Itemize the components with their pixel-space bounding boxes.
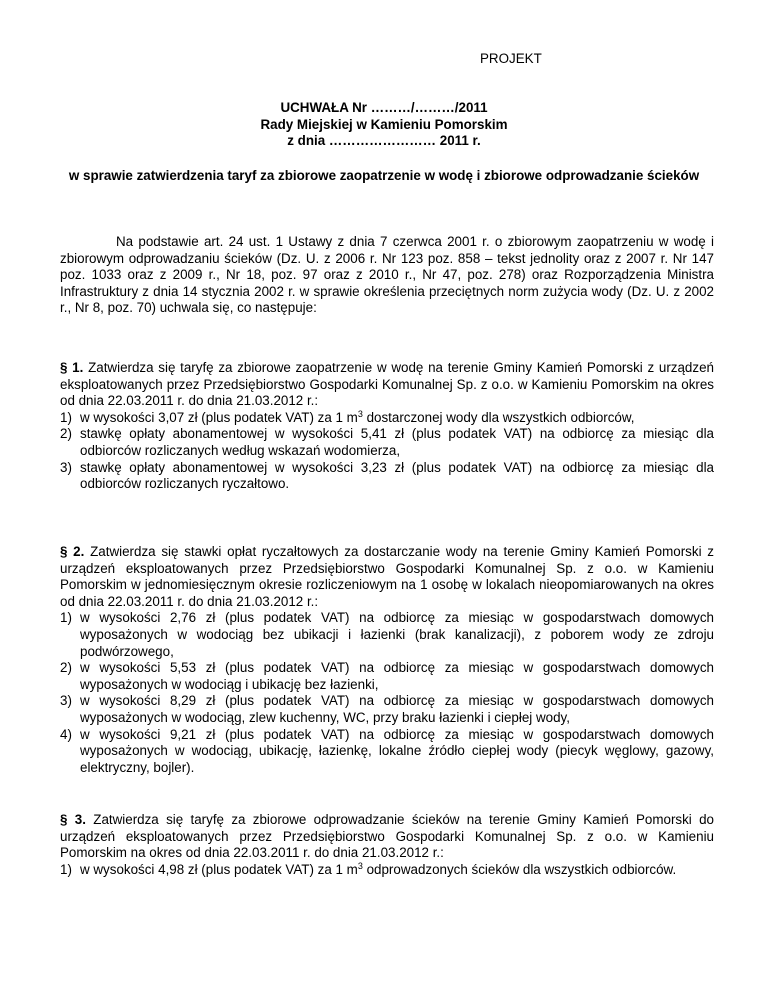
resolution-title (0, 100, 768, 150)
section-2 (60, 544, 714, 776)
legal-basis-paragraph: Na podstawie art. 24 ust. 1 Ustawy z dnia 7 czerwca 2001 r. o zbiorowym zaopatrzeniu w wodę i zbiorowym odprowadzaniu ścieków (Dz. U. z 2006 r. Nr 123 poz. 858 – tekst jednolity oraz z 2007 r. Nr 147 poz. 1033 oraz z 2009 r., Nr 18, poz. 97 oraz z 2010 r., Nr 47, poz. 278) oraz Rozporządzenia Ministra Infrastruktury z dnia 14 stycznia 2002 r. w sprawie określenia przeciętnych norm zużycia wody (Dz. U. z 2002 r., Nr 8, poz. 70) uchwala się, co następuje: (60, 234, 714, 316)
list-item: 1) w wysokości 2,76 zł (plus podatek VAT) na odbiorcę za miesiąc w gospodarstwach domowych wyposażonych w wodociąg bez ubikacji i łazienki (brak kanalizacji), z poborem wody ze zdroju podwórzowego, (60, 610, 714, 659)
list-item: 4) w wysokości 9,21 zł (plus podatek VAT) na odbiorcę za miesiąc w gospodarstwach domowych wyposażonych w wodociąg, ubikację, łazienkę, lokalne źródło ciepłej wody (piecyk węglowy, gazowy, elektryczny, bojler). (60, 726, 714, 775)
section-1-list (60, 410, 714, 493)
list-item: 3) stawkę opłaty abonamentowej w wysokości 3,23 zł (plus podatek VAT) na odbiorcę za miesiąc dla odbiorców rozliczanych ryczałtowo. (60, 459, 714, 492)
section-1 (60, 360, 714, 493)
section-1-sign: § 1. (60, 360, 84, 375)
list-item: 3) w wysokości 8,29 zł (plus podatek VAT) na odbiorcę za miesiąc w gospodarstwach domowych wyposażonych w wodociąg, zlew kuchenny, WC, przy braku łazienki i ciepłej wody, (60, 693, 714, 725)
section-3 (60, 812, 714, 878)
list-item: 2) w wysokości 5,53 zł (plus podatek VAT) na odbiorcę za miesiąc w gospodarstwach domowych wyposażonych w wodociąg i ubikację bez łazienki, (60, 660, 714, 692)
section-3-sign: § 3. (60, 812, 86, 827)
list-item: 1) w wysokości 3,07 zł (plus podatek VAT) za 1 $m^3$ dostarczonej wody dla wszystkich odbiorców, (60, 408, 635, 425)
resolution-number: UCHWAŁA Nr ………/………/2011 (280, 100, 488, 115)
draft-label: PROJEKT (480, 51, 542, 66)
resolution-subject: w sprawie zatwierdzenia taryf za zbiorowe zaopatrzenie w wodę i zbiorowe odprowadzanie ścieków (68, 168, 700, 183)
list-item: 2) stawkę opłaty abonamentowej w wysokości 5,41 zł (plus podatek VAT) na odbiorcę za miesiąc dla odbiorców rozliczanych według wskazań wodomierza, (60, 426, 714, 458)
section-3-list (60, 862, 714, 879)
section-3-intro: § 3. Zatwierdza się taryfę za zbiorowe odprowadzanie ścieków na terenie Gminy Kamień Pomorski do urządzeń eksploatowanych przez Przedsiębiorstwo Gospodarki Komunalnej Sp. z o.o. w Kamieniu Pomorskim na okres od dnia 22.03.2011 r. do dnia 21.03.2012 r.: (60, 812, 714, 861)
section-1-intro: § 1. Zatwierdza się taryfę za zbiorowe zaopatrzenie w wodę na terenie Gminy Kamień Pomorski z urządzeń eksploatowanych przez Przedsiębiorstwo Gospodarki Komunalnej Sp. z o.o. w Kamieniu Pomorskim na okres od dnia 22.03.2011 r. do dnia 21.03.2012 r.: (60, 360, 714, 409)
council-name: Rady Miejskiej w Kamieniu Pomorskim (260, 116, 508, 132)
section-2-intro: § 2. Zatwierdza się stawki opłat ryczałtowych za dostarczanie wody na terenie Gminy Kamień Pomorski z urządzeń eksploatowanych przez Przedsiębiorstwo Gospodarki Komunalnej Sp. z o.o. w Kamieniu Pomorskim w jednomiesięcznym okresie rozliczeniowym na 1 osobę w lokalach nieopomiarowanych na okres od dnia 22.03.2011 r. do dnia 21.03.2012 r.: (60, 544, 714, 609)
list-item: 1) w wysokości 4,98 zł (plus podatek VAT) za 1 $m^3$ odprowadzonych ścieków dla wszystkich odbiorców. (60, 860, 677, 877)
resolution-date: z dnia …………………… 2011 r. (287, 133, 481, 149)
section-2-sign: § 2. (60, 544, 85, 559)
section-2-list (60, 610, 714, 776)
